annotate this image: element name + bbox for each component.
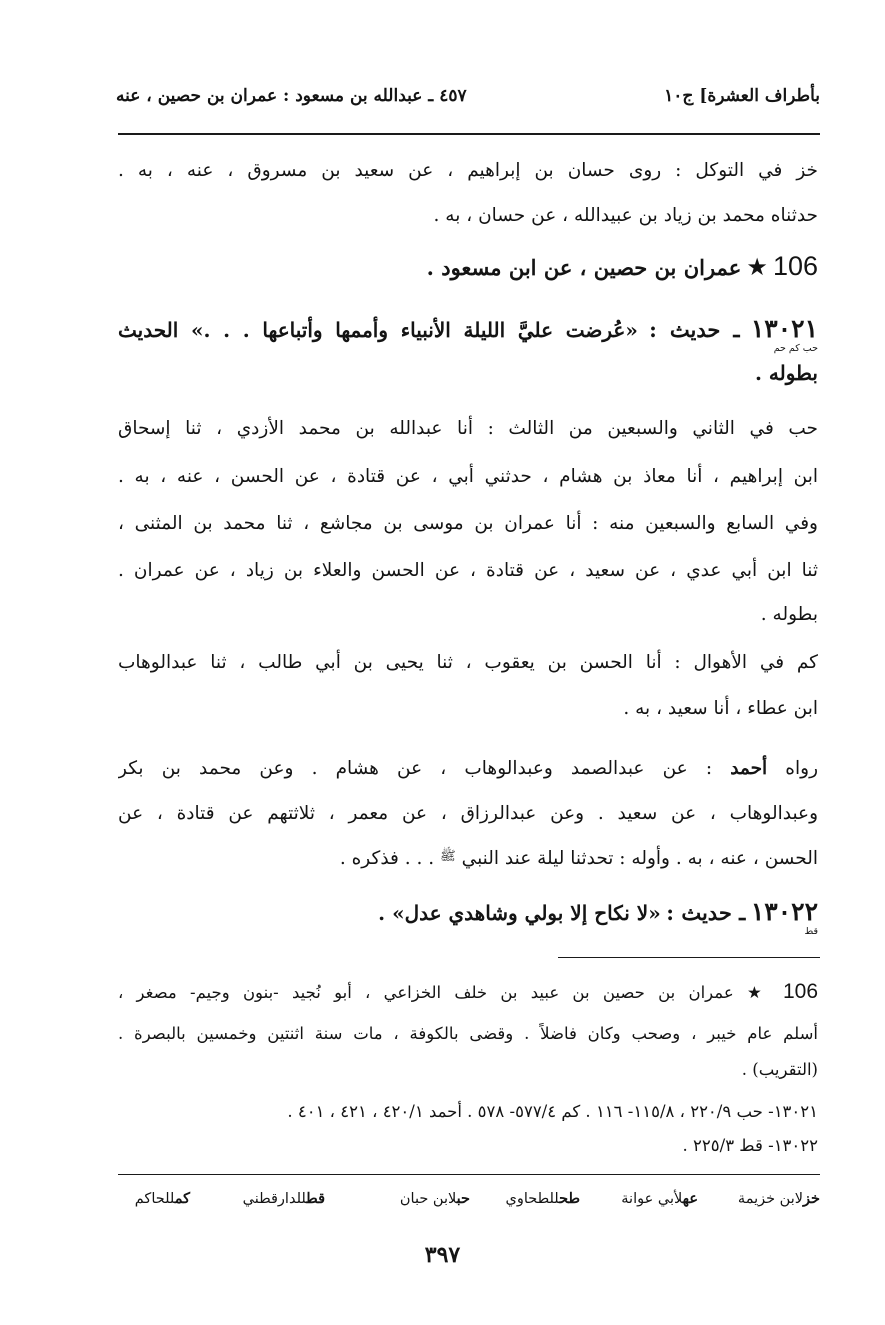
hadith-label: ـ حديث :: [649, 317, 740, 342]
footnote-line: [118, 977, 818, 1008]
text-run: عمران بن حصين بن عبيد بن خلف الخزاعي ، أبو نُجيد -بنون وجيم- مصغر ،: [118, 983, 734, 1002]
legend-code: عه: [682, 1190, 698, 1207]
legend-item: [738, 1190, 820, 1207]
legend-code: كم: [174, 1190, 190, 1207]
footnote-rule: [558, 957, 820, 958]
text-line: ثنا ابن أبي عدي ، عن سعيد ، عن قتادة ، عن الحسن والعلاء بن زياد ، عن عمران .: [118, 560, 818, 581]
text-run: الحسن ، عنه ، به . وأوله : تحدثنا ليلة عند النبي: [461, 848, 818, 869]
text-line: وفي السابع والسبعين منه : أنا عمران بن موسى بن مجاشع ، ثنا محمد بن المثنى ،: [118, 513, 818, 534]
footnote-line: (التقريب) .: [741, 1060, 818, 1079]
legend-code: طح: [559, 1190, 580, 1207]
text-line: خز في التوكل : روى حسان بن إبراهيم ، عن سعيد بن مسروق ، عنه ، به .: [118, 160, 818, 181]
text-run: . . . فذكره .: [339, 848, 435, 869]
text-line: كم في الأهوال : أنا الحسن بن يعقوب ، ثنا يحيى بن أبي طالب ، ثنا عبدالوهاب: [118, 652, 818, 673]
legend-name: للحاكم: [134, 1191, 175, 1207]
hadith-text: «لا نكاح إلا بولي وشاهدي عدل» .: [378, 901, 661, 925]
salla-symbol: ﷺ: [440, 849, 456, 864]
legend-name: للدارقطني: [242, 1191, 307, 1207]
text-line: بطوله .: [760, 604, 818, 625]
hadith-text: «عُرضت عليَّ الليلة الأنبياء وأممها وأتباعها . . .» الحديث: [118, 318, 638, 342]
star-icon: ★: [746, 253, 768, 281]
legend-item: [505, 1190, 580, 1207]
legend-item: [243, 1190, 325, 1207]
text-run: : عن عبدالصمد وعبدالوهاب ، عن هشام . وعن محمد بن بكر: [118, 758, 713, 779]
hadith-label: ـ حديث :: [666, 900, 746, 925]
text-line: ابن إبراهيم ، أنا معاذ بن هشام ، حدثني أبي ، عن قتادة ، عن الحسن ، عنه ، به .: [118, 466, 818, 487]
star-icon: ★: [746, 983, 770, 1002]
hadith-text-end: بطوله .: [754, 361, 818, 385]
legend-code: قط: [306, 1190, 325, 1207]
text-line: وعبدالوهاب ، عن سعيد . وعن عبدالرزاق ، عن معمر ، ثلاثتهم عن قتادة ، عن: [118, 803, 818, 824]
narrator-number: 106: [772, 251, 818, 281]
text-line: [118, 754, 818, 784]
text-line: حدثناه محمد بن زياد بن عبيدالله ، عن حسان ، به .: [433, 205, 818, 226]
legend-name: لابن حبان: [399, 1191, 457, 1207]
header-rule: [118, 133, 820, 135]
source-codes: قط: [804, 926, 818, 937]
legend-code: خز: [803, 1190, 820, 1207]
narrator-title: عمران بن حصين ، عن ابن مسعود .: [426, 255, 742, 280]
source-name: أحمد: [730, 758, 768, 779]
narrator-heading: [118, 246, 818, 290]
hadith-number: ١٣٠٢٢: [750, 897, 818, 926]
footnote-line: ١٣٠٢٢- قط ٢٢٥/٣ .: [682, 1136, 818, 1155]
text-line: ابن عطاء ، أنا سعيد ، به .: [623, 698, 818, 719]
legend-item: [400, 1190, 470, 1207]
legend-item: [621, 1190, 698, 1207]
footnote-line: ١٣٠٢١- حب ٢٢٠/٩ ، ١١٥/٨- ١١٦ . كم ٥٧٧/٤- ٥٧٨ . أحمد ٤٢٠/١ ، ٤٢١ ، ٤٠١ .: [287, 1102, 818, 1121]
hadith-heading: [118, 892, 818, 935]
page-number: ٣٩٧: [424, 1242, 461, 1268]
footnote-number: 106: [782, 980, 818, 1003]
text-line: [118, 842, 818, 874]
footnote-line: أسلم عام خيبر ، وصحب وكان فاضلاً . وقضى بالكوفة ، مات سنة اثنتين وخمسين بالبصرة .: [118, 1024, 818, 1043]
hadith-heading: [118, 309, 818, 352]
hadith-number: ١٣٠٢١: [750, 314, 818, 343]
text-line: حب في الثاني والسبعين من الثالث : أنا عبدالله بن محمد الأزدي ، ثنا إسحاق: [118, 418, 818, 439]
legend-code: حب: [456, 1190, 470, 1207]
legend-item: [135, 1190, 190, 1207]
legend-name: لابن خزيمة: [737, 1191, 804, 1207]
text-run: رواه: [785, 758, 818, 779]
legend-name: لأبي عوانة: [621, 1191, 683, 1207]
legend-rule: [118, 1174, 820, 1175]
legend-name: للطحاوي: [505, 1191, 560, 1207]
running-header-volume: بأطراف العشرة] ج١٠: [664, 86, 820, 106]
running-header-section: ٤٥٧ ـ عبدالله بن مسعود : عمران بن حصين ، عنه: [116, 86, 467, 106]
source-codes: حب كم حم: [773, 343, 818, 354]
